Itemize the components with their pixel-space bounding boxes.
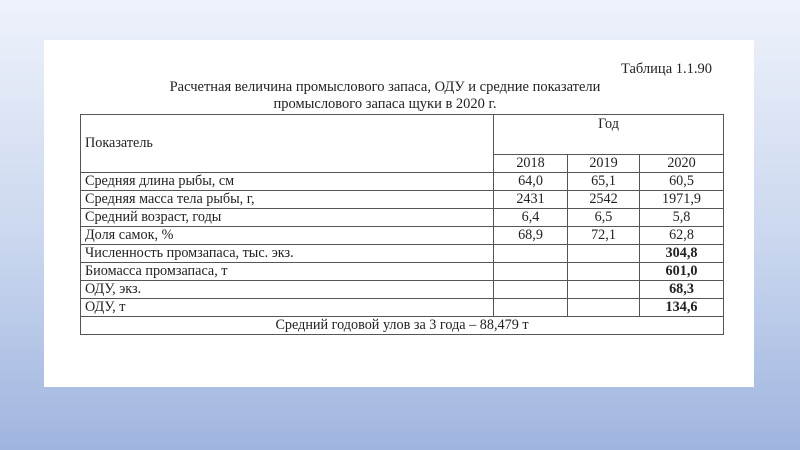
row-label: Средняя длина рыбы, см	[81, 173, 494, 191]
row-label: Средняя масса тела рыбы, г,	[81, 191, 494, 209]
slide-content	[44, 40, 754, 387]
table-row	[81, 245, 724, 263]
row-label: ОДУ, т	[81, 299, 494, 317]
row-label: Биомасса промзапаса, т	[81, 263, 494, 281]
cell-value: 304,8	[640, 245, 724, 263]
table-title-line1: Расчетная величина промыслового запаса, ОДУ и средние показатели	[169, 79, 601, 95]
row-label: Доля самок, %	[81, 227, 494, 245]
cell-value: 64,0	[494, 173, 568, 191]
cell-value: 60,5	[640, 173, 724, 191]
cell-value	[568, 299, 640, 317]
cell-value: 6,5	[568, 209, 640, 227]
row-label: Численность промзапаса, тыс. экз.	[81, 245, 494, 263]
table-title	[80, 79, 690, 113]
cell-value	[494, 245, 568, 263]
header-year: 2020	[640, 155, 724, 173]
cell-value	[568, 245, 640, 263]
cell-value: 2542	[568, 191, 640, 209]
row-label: ОДУ, экз.	[81, 281, 494, 299]
cell-value: 1971,9	[640, 191, 724, 209]
header-row	[81, 115, 724, 155]
data-table	[80, 114, 724, 335]
table-row	[81, 299, 724, 317]
header-year: 2018	[494, 155, 568, 173]
table-row	[81, 227, 724, 245]
cell-value	[568, 281, 640, 299]
header-year: 2019	[568, 155, 640, 173]
header-year-group: Год	[494, 115, 724, 155]
table-row	[81, 191, 724, 209]
table-row	[81, 173, 724, 191]
row-label: Средний возраст, годы	[81, 209, 494, 227]
cell-value	[494, 281, 568, 299]
table-number: Таблица 1.1.90	[620, 61, 712, 77]
table-row	[81, 281, 724, 299]
cell-value	[494, 263, 568, 281]
cell-value: 62,8	[640, 227, 724, 245]
footer-row	[81, 317, 724, 335]
cell-value: 72,1	[568, 227, 640, 245]
table-row	[81, 209, 724, 227]
cell-value: 68,3	[640, 281, 724, 299]
table-title-line2: промыслового запаса щуки в 2020 г.	[273, 96, 497, 112]
cell-value: 6,4	[494, 209, 568, 227]
cell-value: 134,6	[640, 299, 724, 317]
cell-value	[568, 263, 640, 281]
cell-value: 2431	[494, 191, 568, 209]
table-footer: Средний годовой улов за 3 года – 88,479 т	[81, 317, 724, 335]
cell-value: 601,0	[640, 263, 724, 281]
cell-value: 65,1	[568, 173, 640, 191]
cell-value: 5,8	[640, 209, 724, 227]
header-param: Показатель	[81, 115, 494, 173]
cell-value	[494, 299, 568, 317]
table-row	[81, 263, 724, 281]
cell-value: 68,9	[494, 227, 568, 245]
